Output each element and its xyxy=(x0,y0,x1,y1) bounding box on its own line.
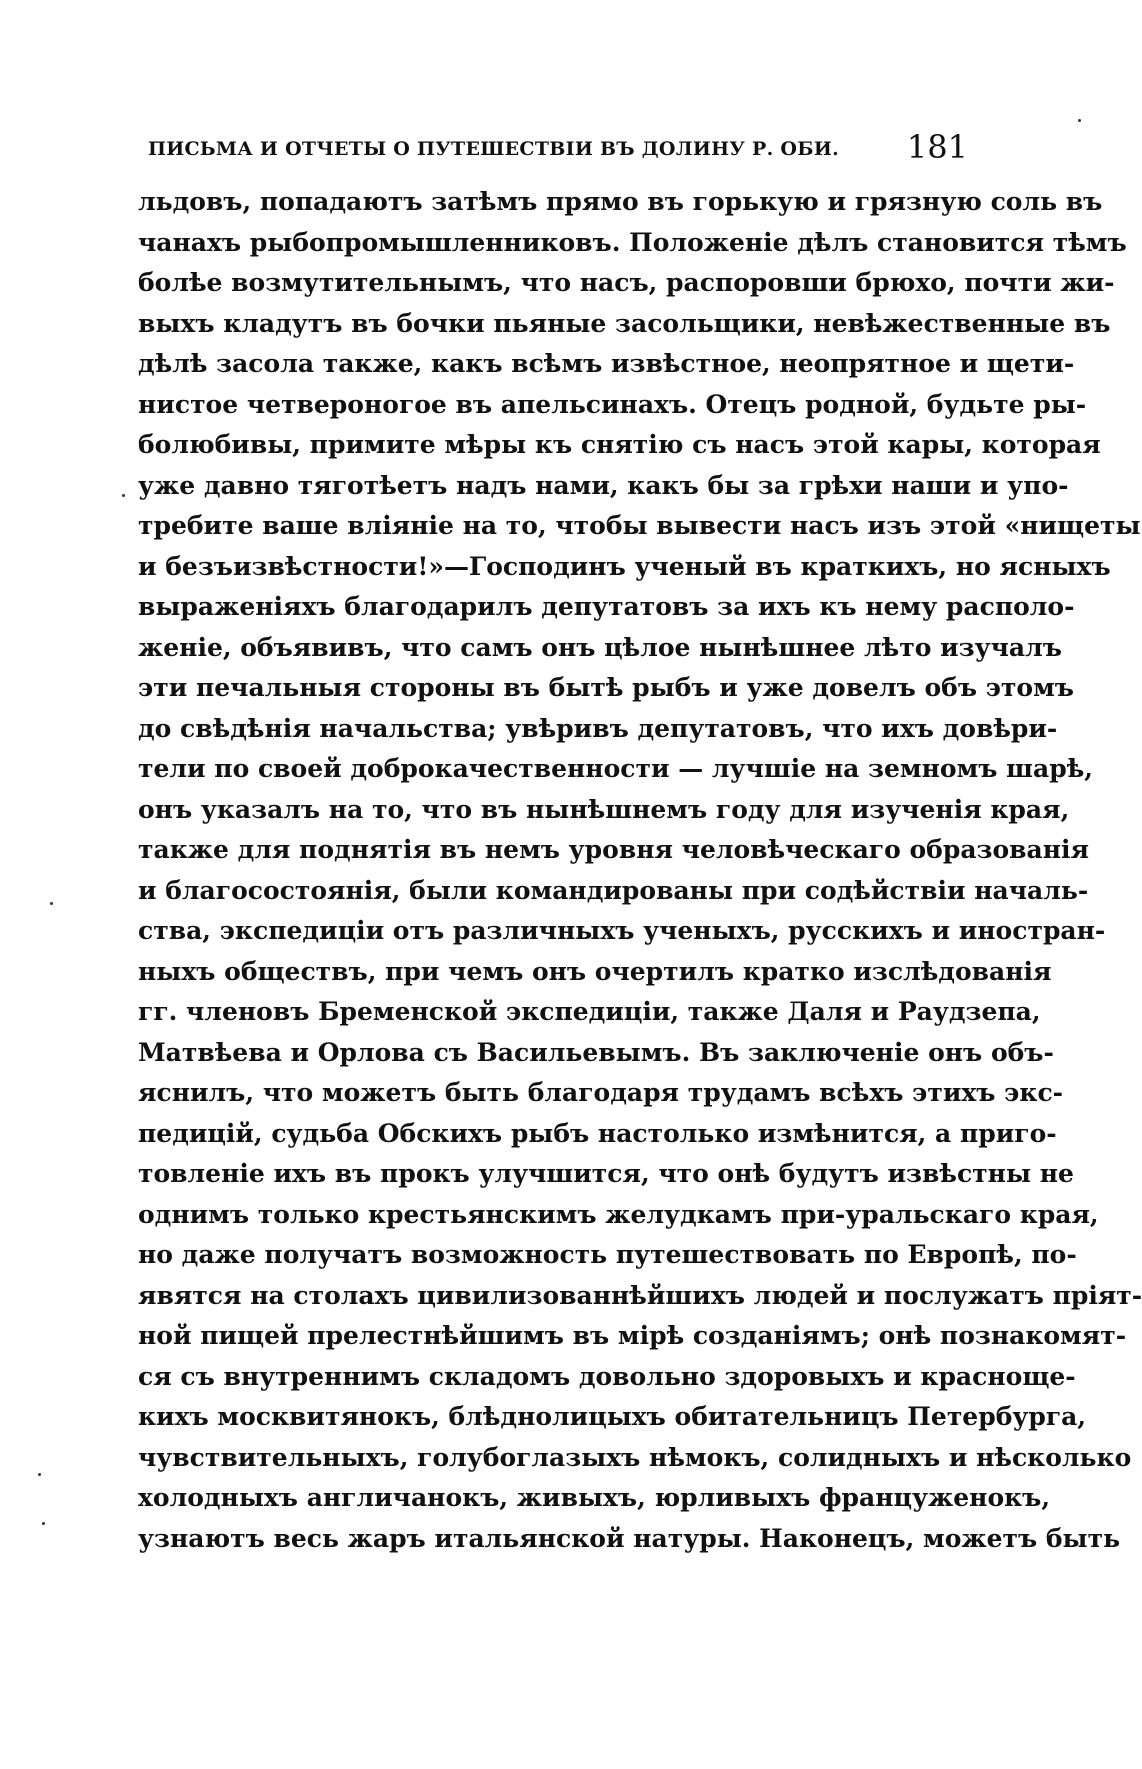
text-line: выхъ кладутъ въ бочки пьяные засольщики, невѣжественные въ xyxy=(138,308,1111,338)
text-line: и благосостоянія, были командированы при содѣйствіи началь- xyxy=(138,875,1089,905)
print-speck xyxy=(50,902,53,905)
text-line: ныхъ обществъ, при чемъ онъ очертилъ кратко изслѣдованія xyxy=(138,956,1052,986)
text-line: также для поднятія въ немъ уровня человѣческаго образованія xyxy=(138,835,1090,864)
text-line: товленіе ихъ въ прокъ улучшится, что онѣ будутъ извѣстны не xyxy=(138,1159,1074,1188)
text-line: тели по своей доброкачественности — лучшіе на земномъ шарѣ, xyxy=(138,754,1093,783)
text-line: холодныхъ англичанокъ, живыхъ, юрливыхъ француженокъ, xyxy=(138,1483,1051,1512)
text-line: явятся на столахъ цивилизованнѣйшихъ людей и послужатъ пріят- xyxy=(138,1280,1142,1310)
text-line: нистое четвероногое въ апельсинахъ. Отецъ родной, будьте ры- xyxy=(138,389,1087,419)
text-line: яснилъ, что можетъ быть благодаря трудамъ всѣхъ этихъ экс- xyxy=(138,1078,1064,1107)
text-line: онъ указалъ на то, что въ нынѣшнемъ году для изученія края, xyxy=(138,794,1070,824)
text-line: эти печальныя стороны въ бытѣ рыбъ и уже довелъ объ этомъ xyxy=(138,673,1074,702)
print-speck xyxy=(1078,119,1081,122)
text-line: ства, экспедиціи отъ различныхъ ученыхъ, русскихъ и иностран- xyxy=(138,916,1106,945)
text-line: Матвѣева и Орлова съ Васильевымъ. Въ заключеніе онъ объ- xyxy=(138,1037,1054,1067)
text-line: болюбивы, примите мѣры къ снятію съ насъ этой кары, которая xyxy=(138,430,1101,459)
text-line: выраженіяхъ благодарилъ депутатовъ за ихъ къ нему располо- xyxy=(138,592,1075,621)
running-header xyxy=(148,128,968,168)
text-line: однимъ только крестьянскимъ желудкамъ при-уральскаго края, xyxy=(138,1199,1099,1229)
print-speck xyxy=(42,1522,45,1525)
text-line: гг. членовъ Бременской экспедиціи, также Даля и Раудзепа, xyxy=(138,997,1041,1026)
text-line: уже давно тяготѣетъ надъ нами, какъ бы за грѣхи наши и упо- xyxy=(138,470,1069,500)
body-text xyxy=(138,182,1142,1559)
text-line: чувствительныхъ, голубоглазыхъ нѣмокъ, солидныхъ и нѣсколько xyxy=(138,1442,1132,1472)
text-line: чанахъ рыбопромышленниковъ. Положеніе дѣлъ становится тѣмъ xyxy=(138,227,1127,257)
text-line: до свѣдѣнія начальства; увѣривъ депутатовъ, что ихъ довѣри- xyxy=(138,713,1058,743)
print-speck xyxy=(38,1473,41,1476)
text-line: узнаютъ весь жаръ итальянской натуры. Наконецъ, можетъ быть xyxy=(138,1523,1121,1553)
text-line: ся съ внутреннимъ складомъ довольно здоровыхъ и краснощe- xyxy=(138,1361,1076,1391)
text-line: льдовъ, попадаютъ затѣмъ прямо въ горькую и грязную соль въ xyxy=(138,187,1103,216)
text-line: но даже получатъ возможность путешествовать по Европѣ, по- xyxy=(138,1240,1077,1269)
text-line: дѣлѣ засола также, какъ всѣмъ извѣстное, неопрятное и щети- xyxy=(138,349,1075,378)
text-line: и безъизвѣстности!»—Господинъ ученый въ краткихъ, но ясныхъ xyxy=(138,551,1111,581)
text-line: болѣе возмутительнымъ, что насъ, распоровши брюхо, почти жи- xyxy=(138,268,1115,297)
print-speck xyxy=(122,494,125,497)
running-title: ПИСЬМА И ОТЧЕТЫ О ПУТЕШЕСТВІИ ВЪ ДОЛИНУ Р. ОБИ. xyxy=(148,138,839,160)
text-line: кихъ москвитянокъ, блѣднолицыхъ обитательницъ Петербурга, xyxy=(138,1402,1087,1431)
text-line: требите ваше вліяніе на то, чтобы вывести насъ изъ этой «нищеты xyxy=(138,511,1141,540)
text-line: ной пищей прелестнѣйшимъ въ мірѣ созданіямъ; онѣ познакомят- xyxy=(138,1321,1127,1350)
page-number: 181 xyxy=(906,128,968,166)
text-line: педицій, судьба Обскихъ рыбъ настолько измѣнится, а приго- xyxy=(138,1118,1057,1148)
text-line: женіе, объявивъ, что самъ онъ цѣлое нынѣшнее лѣто изучалъ xyxy=(138,632,1062,662)
